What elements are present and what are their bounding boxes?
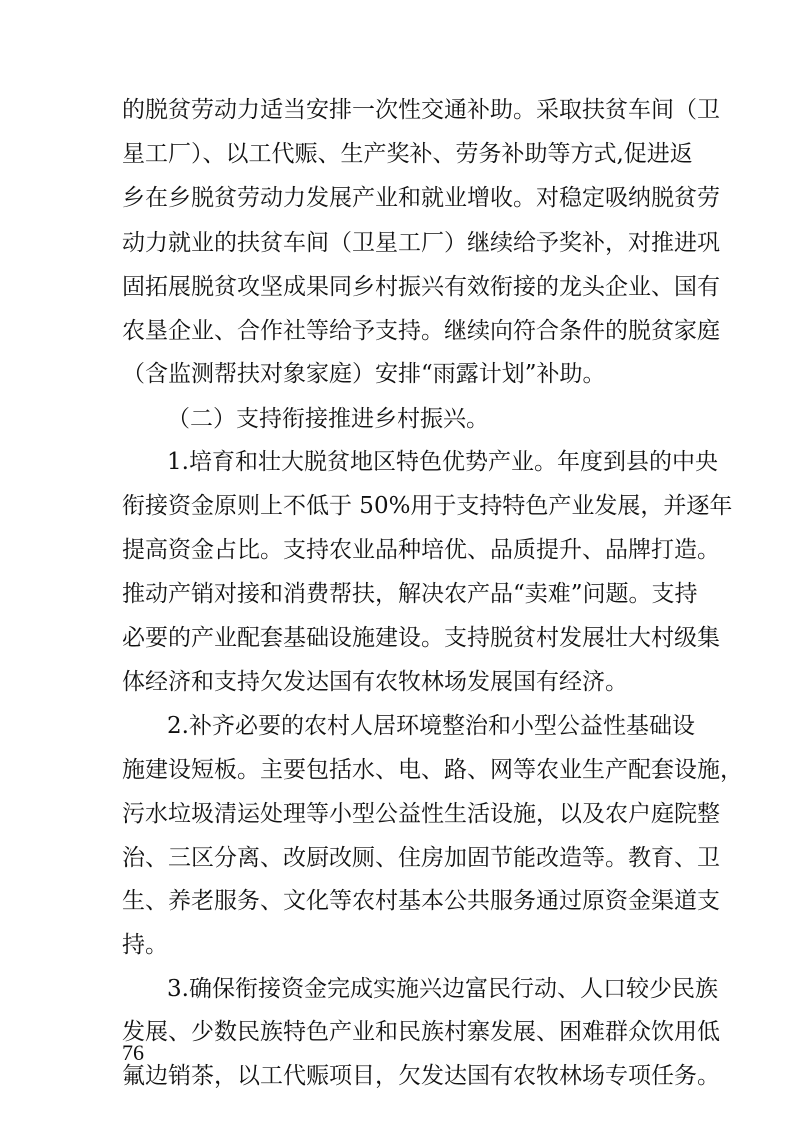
text-line: 体经济和支持欠发达国有农牧林场发展国有经济。 <box>122 669 628 695</box>
text-line: 乡在乡脱贫劳动力发展产业和就业增收。对稳定吸纳脱贫劳 <box>122 185 720 211</box>
text-line: 生、养老服务、文化等农村基本公共服务通过原资金渠道支 <box>122 888 720 914</box>
text-line: 持。 <box>122 932 168 958</box>
text-line: 固拓展脱贫攻坚成果同乡村振兴有效衔接的龙头企业、国有 <box>122 274 720 300</box>
text-line: 治、三区分离、改厨改厕、住房加固节能改造等。教育、卫 <box>122 845 720 871</box>
text-line: 3.确保衔接资金完成实施兴边富民行动、人口较少民族 <box>167 976 718 1002</box>
text-line: 动力就业的扶贫车间（卫星工厂）继续给予奖补，对推进巩 <box>122 230 720 256</box>
text-line: 1.培育和壮大脱贫地区特色优势产业。年度到县的中央 <box>167 449 718 475</box>
text-line: 星工厂）、以工代赈、生产奖补、劳务补助等方式,促进返 <box>122 141 693 167</box>
text-line: 农垦企业、合作社等给予支持。继续向符合条件的脱贫家庭 <box>122 318 720 344</box>
text-line: 推动产销对接和消费帮扶，解决农产品“卖难”问题。支持 <box>122 581 698 607</box>
text-line: 提高资金占比。支持农业品种培优、品质提升、品牌打造。 <box>122 537 720 563</box>
text-line: 衔接资金原则上不低于 50%用于支持特色产业发展，并逐年 <box>122 493 733 519</box>
text-line: 2.补齐必要的农村人居环境整治和小型公益性基础设 <box>167 713 695 739</box>
text-line: 必要的产业配套基础设施建设。支持脱贫村发展壮大村级集 <box>122 625 720 651</box>
text-line: （含监测帮扶对象家庭）安排“雨露计划”补助。 <box>122 361 606 387</box>
text-line: 发展、少数民族特色产业和民族村寨发展、困难群众饮用低 <box>122 1019 720 1045</box>
text-line: 的脱贫劳动力适当安排一次性交通补助。采取扶贫车间（卫 <box>122 97 720 123</box>
text-line: 污水垃圾清运处理等小型公益性生活设施，以及农户庭院整 <box>122 801 720 827</box>
page-number: 76 <box>122 1040 144 1065</box>
section-heading: （二）支持衔接推进乡村振兴。 <box>167 406 489 432</box>
text-line: 施建设短板。主要包括水、电、路、网等农业生产配套设施， <box>122 757 743 783</box>
text-line: 氟边销茶，以工代赈项目，欠发达国有农牧林场专项任务。 <box>122 1063 720 1089</box>
